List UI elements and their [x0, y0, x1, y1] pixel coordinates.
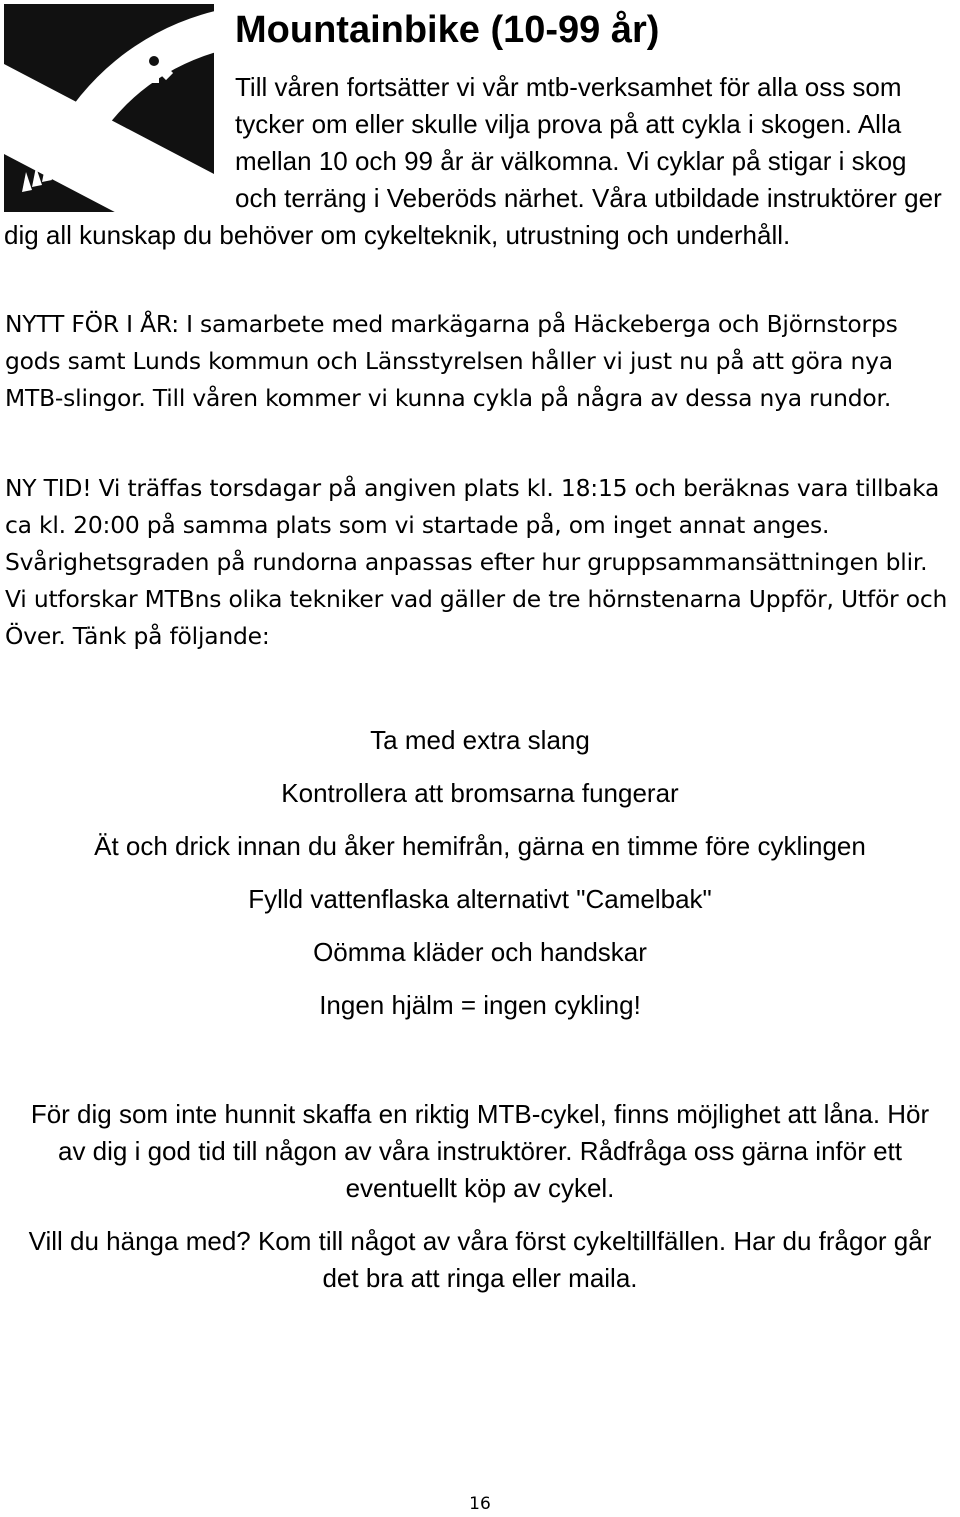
checklist-item: Kontrollera att bromsarna fungerar	[281, 778, 679, 808]
news-paragraph: NYTT FÖR I ÅR: I samarbete med markägarna på Häckeberga och Björnstorps gods samt Lunds kommun och Länsstyrelsen håller vi just nu på att göra nya MTB-slingor. Till våren kommer vi kunna cykla på några av dessa nya rundor.	[5, 310, 898, 412]
schedule-paragraph: NY TID! Vi träffas torsdagar på angiven plats kl. 18:15 och beräknas vara tillbaka ca kl. 20:00 på samma plats som vi startade på, om inget annat anges. Svårighetsgraden på rundorna anpassas efter hur gruppsammansättningen blir. Vi utforskar MTBns olika tekniker vad gäller de tre hörnstenarna Uppför, Utför och Över. Tänk på följande:	[5, 474, 948, 650]
checklist-item: Ät och drick innan du åker hemifrån, gärna en timme före cyklingen	[94, 831, 866, 861]
borrow-bike-paragraph: För dig som inte hunnit skaffa en riktig MTB-cykel, finns möjlighet att låna. Hör av dig i god tid till någon av våra instruktörer. Rådfråga oss gärna inför ett eventuellt köp av cykel.	[30, 1099, 930, 1203]
logo-wrap-spacer	[4, 69, 235, 211]
checklist-item: Ingen hjälm = ingen cykling!	[319, 990, 641, 1020]
checklist	[0, 714, 960, 1032]
checklist-item: Fylld vattenflaska alternativt "Camelbak"	[248, 884, 712, 914]
page-number: 16	[469, 1494, 491, 1514]
intro-paragraph	[4, 69, 954, 254]
intro-text: Till våren fortsätter vi vår mtb-verksamhet för alla oss som tycker om eller skulle vilja prova på att cykla i skogen. Alla mellan 10 och 99 år är välkomna. Vi cyklar på stigar i skog och terräng i Veberöds närhet. Våra utbildade instruktörer ger dig all kunskap du behöver om cykelteknik, utrustning och underhåll.	[4, 72, 942, 250]
page-title: Mountainbike (10-99 år)	[235, 9, 660, 51]
checklist-item: Oömma kläder och handskar	[313, 937, 647, 967]
checklist-item: Ta med extra slang	[370, 725, 590, 755]
join-paragraph: Vill du hänga med? Kom till något av våra först cykeltillfällen. Har du frågor går det bra att ringa eller maila.	[28, 1226, 932, 1293]
